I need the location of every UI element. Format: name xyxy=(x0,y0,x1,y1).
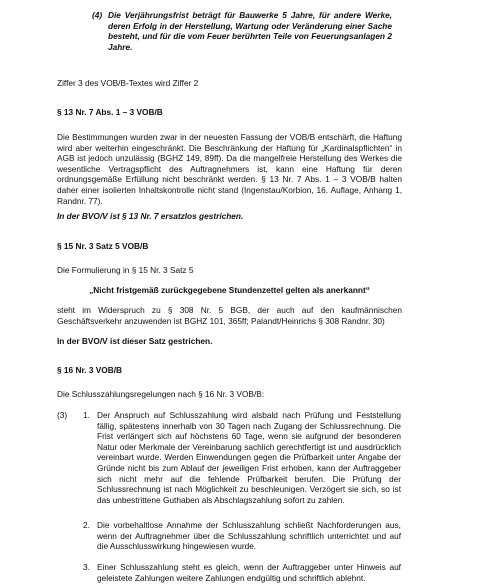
section-note-13: In der BVO/V ist § 13 Nr. 7 ersatzlos gestrichen. xyxy=(57,211,244,221)
quoted-text: Die Verjährungsfrist beträgt für Bauwerke 5 Jahre, für andere Werke, deren Erfolg in der Herstellung, Wartung oder Veränderung einer Sache besteht, und für die vom Feuer berührten Teile von Feuerungsanlagen 2 Jahre. xyxy=(108,10,392,52)
list-item-text: Die vorbehaltlose Annahme der Schlusszahlung schließt Nachforderungen aus, wenn der Auftragnehmer über die Schlusszahlung schriftlich unterrichtet und auf die Ausschlusswirkung hingewiesen wurde. xyxy=(97,520,401,552)
quoted-paragraph xyxy=(92,10,392,52)
list-item-number: 1. xyxy=(83,410,90,420)
list-item xyxy=(83,520,401,552)
section-heading-13: § 13 Nr. 7 Abs. 1 – 3 VOB/B xyxy=(57,107,163,117)
section-note-15: In der BVO/V ist dieser Satz gestrichen. xyxy=(57,336,213,346)
list-item-text: Einer Schlusszahlung steht es gleich, wenn der Auftraggeber unter Hinweis auf geleistete Zahlungen weitere Zahlungen endgültig und schriftlich ablehnt. xyxy=(97,562,401,583)
list-item xyxy=(83,562,401,583)
list-item-text: Der Anspruch auf Schlusszahlung wird alsbald nach Prüfung und Feststellung fällig, spätestens innerhalb von 30 Tagen nach Zugang der Schlussrechnung. Die Frist verlängert sich auf höchstens 60 Tage, wenn sie aufgrund der besonderen Natur oder Merkmale der Vereinbarung sachlich gerechtfertigt ist und ausdrücklich vereinbart wurde. Werden Einwendungen gegen die Prüfbarkeit unter Angabe der Gründe nicht bis zum Ablauf der jeweiligen Frist erhoben, kann der Auftraggeber sich nicht mehr auf die fehlende Prüfbarkeit berufen. Die Prüfung der Schlussrechnung ist nach Möglichkeit zu beschleunigen. Verzögert sie sich, so ist das unbestrittene Guthaben als Abschlagszahlung sofort zu zahlen. xyxy=(97,410,401,505)
section-text-13: Die Bestimmungen wurden zwar in der neuesten Fassung der VOB/B entschärft, die Haftung wird aber weiterhin eingeschränkt. Die Beschränkung der Haftung für „Kardinalspflichten“ in AGB ist jedoch unzulässig (BGHZ 149, 89ff). Da die mangelfreie Herstellung des Werkes die wesentliche Vertragspflicht des Auftragnehmers ist, kann eine Haftung für deren ordnungsgemäße Erfüllung nicht beschränkt werden. § 13 Nr. 7 Abs. 1 – 3 VOB/B halten daher einer isolierten Inhaltskontrolle nicht stand (Ingenstau/Korbion, 16. Auflage, Anhang 1, Randnr. 77). xyxy=(57,132,402,206)
paragraph-number: (4) xyxy=(92,10,103,20)
ziffer-note: Ziffer 3 des VOB/B-Textes wird Ziffer 2 xyxy=(57,78,199,88)
section-text-15: steht im Widerspruch zu § 308 Nr. 5 BGB, der auch auf den kaufmännischen Geschäftsverkehr anzuwenden ist BGHZ 101, 365ff; Palandt/Heinrichs § 308 Randnr. 30) xyxy=(57,305,402,326)
list-item xyxy=(83,410,401,505)
list-label: (3) xyxy=(57,410,68,420)
section-intro-16: Die Schlusszahlungsregelungen nach § 16 Nr. 3 VOB/B: xyxy=(57,389,265,399)
section-quote-15: „Nicht fristgemäß zurückgegebene Stundenzettel gelten als anerkannt“ xyxy=(89,285,370,295)
section-heading-15: § 15 Nr. 3 Satz 5 VOB/B xyxy=(57,241,149,251)
section-heading-16: § 16 Nr. 3 VOB/B xyxy=(57,365,123,375)
section-intro-15: Die Formulierung in § 15 Nr. 3 Satz 5 xyxy=(57,265,194,275)
list-item-number: 2. xyxy=(83,520,90,530)
list-item-number: 3. xyxy=(83,562,90,572)
